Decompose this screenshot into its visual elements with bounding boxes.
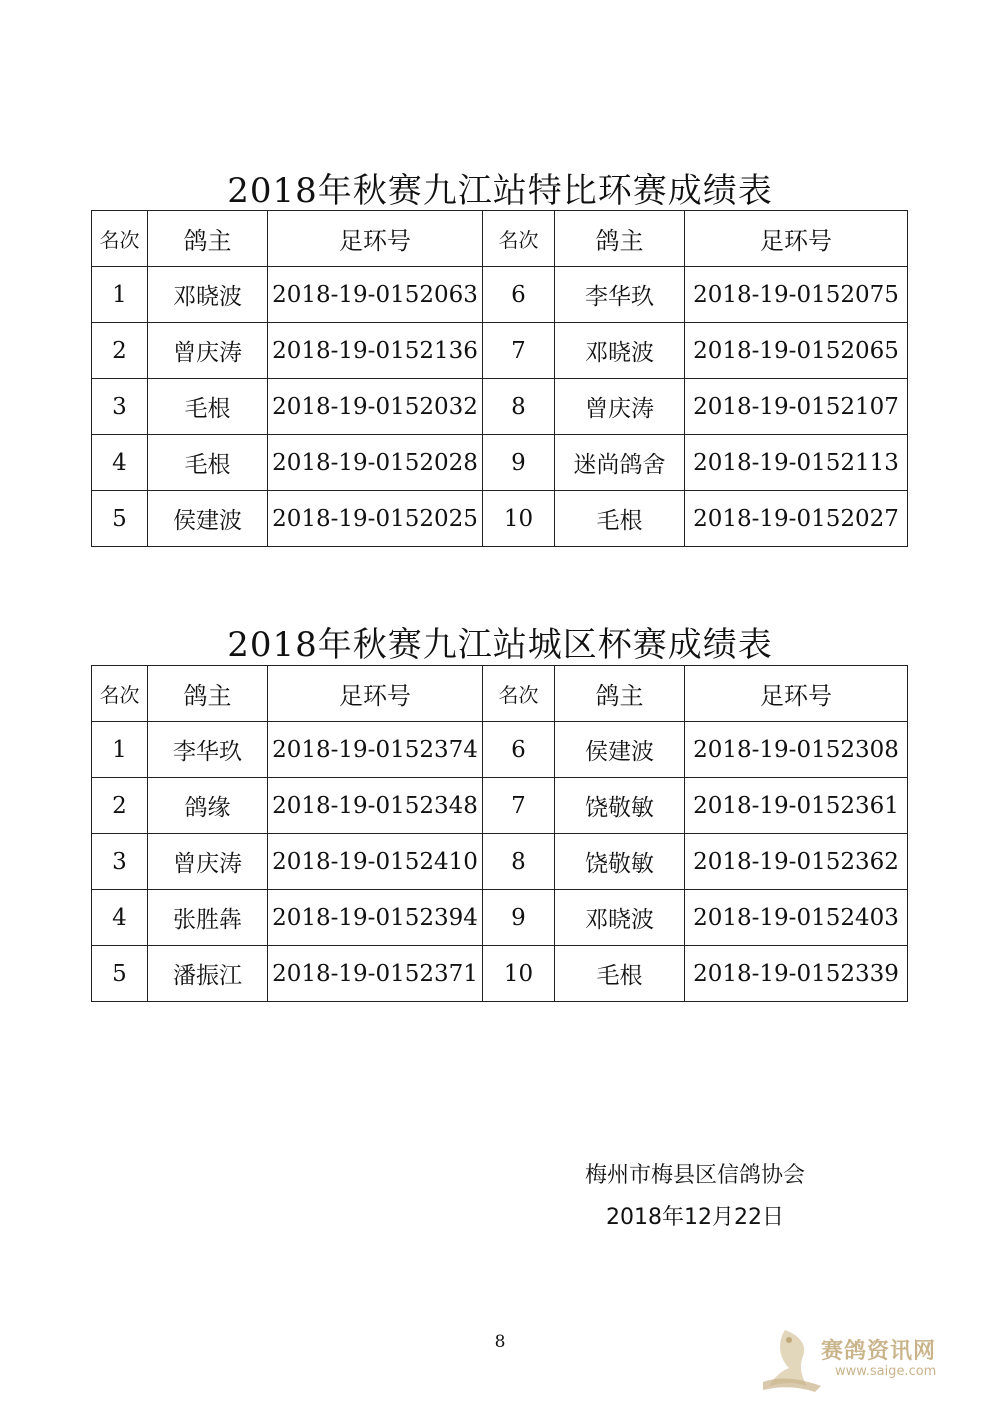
rank-cell: 5 bbox=[92, 946, 148, 1002]
organization-name: 梅州市梅县区信鸽协会 bbox=[584, 1163, 805, 1188]
ring-number-cell: 2018-19-0152410 bbox=[268, 834, 483, 890]
ring-number-cell: 2018-19-0152374 bbox=[268, 722, 483, 778]
owner-cell: 毛根 bbox=[148, 435, 268, 491]
watermark bbox=[755, 1320, 965, 1405]
table-row bbox=[92, 323, 908, 379]
table-row bbox=[92, 778, 908, 834]
rank-cell: 4 bbox=[92, 435, 148, 491]
rank-cell: 9 bbox=[483, 890, 555, 946]
ring-number-cell: 2018-19-0152027 bbox=[685, 491, 908, 547]
table-header-row bbox=[92, 211, 908, 267]
results-table-1 bbox=[91, 210, 908, 547]
rank-cell: 2 bbox=[92, 778, 148, 834]
ring-number-cell: 2018-19-0152371 bbox=[268, 946, 483, 1002]
owner-cell: 饶敬敏 bbox=[555, 778, 685, 834]
owner-cell: 李华玖 bbox=[555, 267, 685, 323]
results-table-2 bbox=[91, 665, 908, 1002]
owner-cell: 毛根 bbox=[148, 379, 268, 435]
rank-cell: 10 bbox=[483, 491, 555, 547]
page-number: 8 bbox=[494, 1332, 506, 1352]
header-rank: 名次 bbox=[483, 666, 555, 722]
ring-number-cell: 2018-19-0152362 bbox=[685, 834, 908, 890]
table-row bbox=[92, 722, 908, 778]
table-row bbox=[92, 890, 908, 946]
table-row bbox=[92, 946, 908, 1002]
owner-cell: 侯建波 bbox=[555, 722, 685, 778]
rank-cell: 7 bbox=[483, 778, 555, 834]
owner-cell: 潘振江 bbox=[148, 946, 268, 1002]
ring-number-cell: 2018-19-0152063 bbox=[268, 267, 483, 323]
rank-cell: 3 bbox=[92, 834, 148, 890]
issue-date: 2018年12月22日 bbox=[606, 1205, 784, 1230]
ring-number-cell: 2018-19-0152032 bbox=[268, 379, 483, 435]
rank-cell: 1 bbox=[92, 722, 148, 778]
header-rank: 名次 bbox=[483, 211, 555, 267]
header-rank: 名次 bbox=[92, 666, 148, 722]
rank-cell: 4 bbox=[92, 890, 148, 946]
rank-cell: 1 bbox=[92, 267, 148, 323]
header-rank: 名次 bbox=[92, 211, 148, 267]
header-owner: 鸽主 bbox=[555, 211, 685, 267]
ring-number-cell: 2018-19-0152394 bbox=[268, 890, 483, 946]
header-owner: 鸽主 bbox=[148, 666, 268, 722]
owner-cell: 毛根 bbox=[555, 946, 685, 1002]
rank-cell: 10 bbox=[483, 946, 555, 1002]
owner-cell: 侯建波 bbox=[148, 491, 268, 547]
table-2-title: 2018年秋赛九江站城区杯赛成绩表 bbox=[227, 625, 773, 665]
owner-cell: 迷尚鸽舍 bbox=[555, 435, 685, 491]
owner-cell: 鸽缘 bbox=[148, 778, 268, 834]
table-row bbox=[92, 435, 908, 491]
ring-number-cell: 2018-19-0152348 bbox=[268, 778, 483, 834]
table-row bbox=[92, 491, 908, 547]
owner-cell: 曾庆涛 bbox=[555, 379, 685, 435]
owner-cell: 邓晓波 bbox=[555, 890, 685, 946]
rank-cell: 5 bbox=[92, 491, 148, 547]
owner-cell: 张胜犇 bbox=[148, 890, 268, 946]
ring-number-cell: 2018-19-0152075 bbox=[685, 267, 908, 323]
ring-number-cell: 2018-19-0152065 bbox=[685, 323, 908, 379]
header-ring-number: 足环号 bbox=[685, 211, 908, 267]
ring-number-cell: 2018-19-0152361 bbox=[685, 778, 908, 834]
owner-cell: 曾庆涛 bbox=[148, 834, 268, 890]
ring-number-cell: 2018-19-0152136 bbox=[268, 323, 483, 379]
table-1-title: 2018年秋赛九江站特比环赛成绩表 bbox=[227, 171, 773, 211]
ring-number-cell: 2018-19-0152028 bbox=[268, 435, 483, 491]
owner-cell: 李华玖 bbox=[148, 722, 268, 778]
owner-cell: 毛根 bbox=[555, 491, 685, 547]
ring-number-cell: 2018-19-0152308 bbox=[685, 722, 908, 778]
watermark-url: www.saige.com bbox=[835, 1364, 937, 1379]
rank-cell: 8 bbox=[483, 834, 555, 890]
rank-cell: 9 bbox=[483, 435, 555, 491]
header-ring-number: 足环号 bbox=[268, 666, 483, 722]
ring-number-cell: 2018-19-0152113 bbox=[685, 435, 908, 491]
header-ring-number: 足环号 bbox=[685, 666, 908, 722]
rank-cell: 8 bbox=[483, 379, 555, 435]
owner-cell: 邓晓波 bbox=[555, 323, 685, 379]
ring-number-cell: 2018-19-0152107 bbox=[685, 379, 908, 435]
table-row bbox=[92, 834, 908, 890]
header-owner: 鸽主 bbox=[555, 666, 685, 722]
owner-cell: 曾庆涛 bbox=[148, 323, 268, 379]
rank-cell: 3 bbox=[92, 379, 148, 435]
ring-number-cell: 2018-19-0152339 bbox=[685, 946, 908, 1002]
table-row bbox=[92, 379, 908, 435]
table-header-row bbox=[92, 666, 908, 722]
header-ring-number: 足环号 bbox=[268, 211, 483, 267]
rank-cell: 7 bbox=[483, 323, 555, 379]
owner-cell: 邓晓波 bbox=[148, 267, 268, 323]
rank-cell: 6 bbox=[483, 722, 555, 778]
rank-cell: 2 bbox=[92, 323, 148, 379]
table-row bbox=[92, 267, 908, 323]
header-owner: 鸽主 bbox=[148, 211, 268, 267]
watermark-site-name: 赛鸽资讯网 bbox=[821, 1339, 937, 1364]
rank-cell: 6 bbox=[483, 267, 555, 323]
ring-number-cell: 2018-19-0152025 bbox=[268, 491, 483, 547]
owner-cell: 饶敬敏 bbox=[555, 834, 685, 890]
ring-number-cell: 2018-19-0152403 bbox=[685, 890, 908, 946]
